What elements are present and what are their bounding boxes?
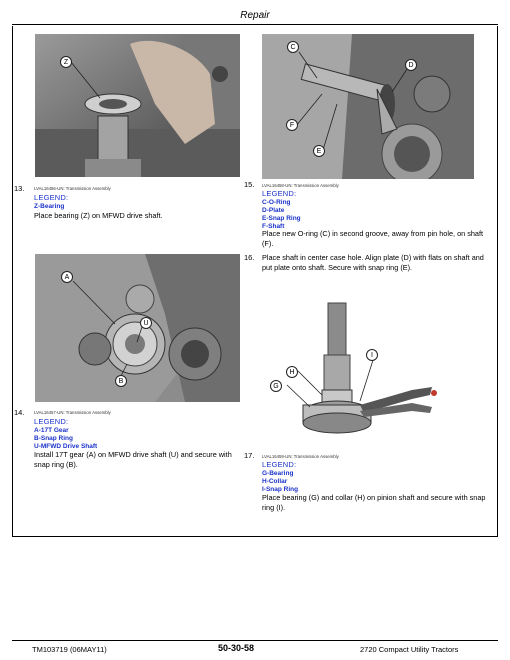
photo-step-14 [35, 254, 240, 402]
callout-g: G [270, 380, 282, 392]
step-15-number: 15. [244, 180, 255, 189]
step-14-caption: LVAL16457-UN: Transmission Assembly [34, 410, 111, 415]
step-14-legend-title: LEGEND: [34, 417, 69, 426]
step-15-legend-title: LEGEND: [262, 189, 297, 198]
callout-z: Z [60, 56, 72, 68]
step-17-number: 17. [244, 451, 255, 460]
step-17-text: Place bearing (G) and collar (H) on pinion shaft and secure with snap ring (I). [262, 493, 486, 512]
step-15-legend-d: D-Plate [262, 207, 285, 214]
step-16-number: 16. [244, 253, 255, 262]
photo-step-15 [262, 34, 474, 179]
step-13-text: Place bearing (Z) on MFWD drive shaft. [34, 211, 163, 220]
photo-step-15-image [262, 34, 474, 179]
step-15-legend-f: F-Shaft [262, 223, 285, 230]
callout-u: U [140, 317, 152, 329]
step-15-legend-e: E-Snap Ring [262, 215, 301, 222]
callout-a: A [61, 271, 73, 283]
footer-page-number: 50-30-58 [218, 643, 255, 653]
step-16-text: Place shaft in center case hole. Align plate (D) with flats on shaft and put plate onto shaft. Secure with snap ring (E). [262, 253, 484, 272]
page-header-title: Repair [240, 10, 270, 21]
callout-e: E [313, 145, 325, 157]
step-17-legend-g: G-Bearing [262, 470, 294, 477]
callout-c: C [287, 41, 299, 53]
step-13-number: 13. [14, 184, 25, 193]
step-17-legend-title: LEGEND: [262, 460, 297, 469]
step-15-caption: LVAL16458-UN: Transmission Assembly [262, 183, 339, 188]
step-14-number: 14. [14, 408, 25, 417]
step-13-legend-title: LEGEND: [34, 193, 69, 202]
step-14-legend-u: U-MFWD Drive Shaft [34, 443, 98, 450]
footer-doc-id: TM103719 (06MAY11) [32, 645, 107, 654]
callout-h: H [286, 366, 298, 378]
step-13-caption: LVAL16456-UN: Transmission Assembly [34, 186, 111, 191]
step-14-legend-a: A-17T Gear [34, 427, 69, 434]
step-14-text: Install 17T gear (A) on MFWD drive shaft (U) and secure with snap ring (B). [34, 450, 232, 469]
step-17-caption: LVAL16459-UN: Transmission Assembly [262, 454, 339, 459]
step-15-text: Place new O-ring (C) in second groove, away from pin hole, on shaft (F). [262, 229, 484, 248]
callout-i: I [366, 349, 378, 361]
step-14-legend-b: B-Snap Ring [34, 435, 73, 442]
step-13-legend-z: Z-Bearing [34, 203, 65, 210]
photo-step-17 [262, 295, 474, 445]
footer-product-name: 2720 Compact Utility Tractors [360, 645, 459, 654]
footer-rule [12, 640, 498, 641]
step-17-legend-i: I-Snap Ring [262, 486, 299, 493]
step-15-legend-c: C-O-Ring [262, 199, 291, 206]
callout-b: B [115, 375, 127, 387]
header-rule [12, 24, 498, 25]
photo-step-13 [35, 34, 240, 177]
callout-d: D [405, 59, 417, 71]
step-17-legend-h: H-Collar [262, 478, 288, 485]
callout-f: F [286, 119, 298, 131]
